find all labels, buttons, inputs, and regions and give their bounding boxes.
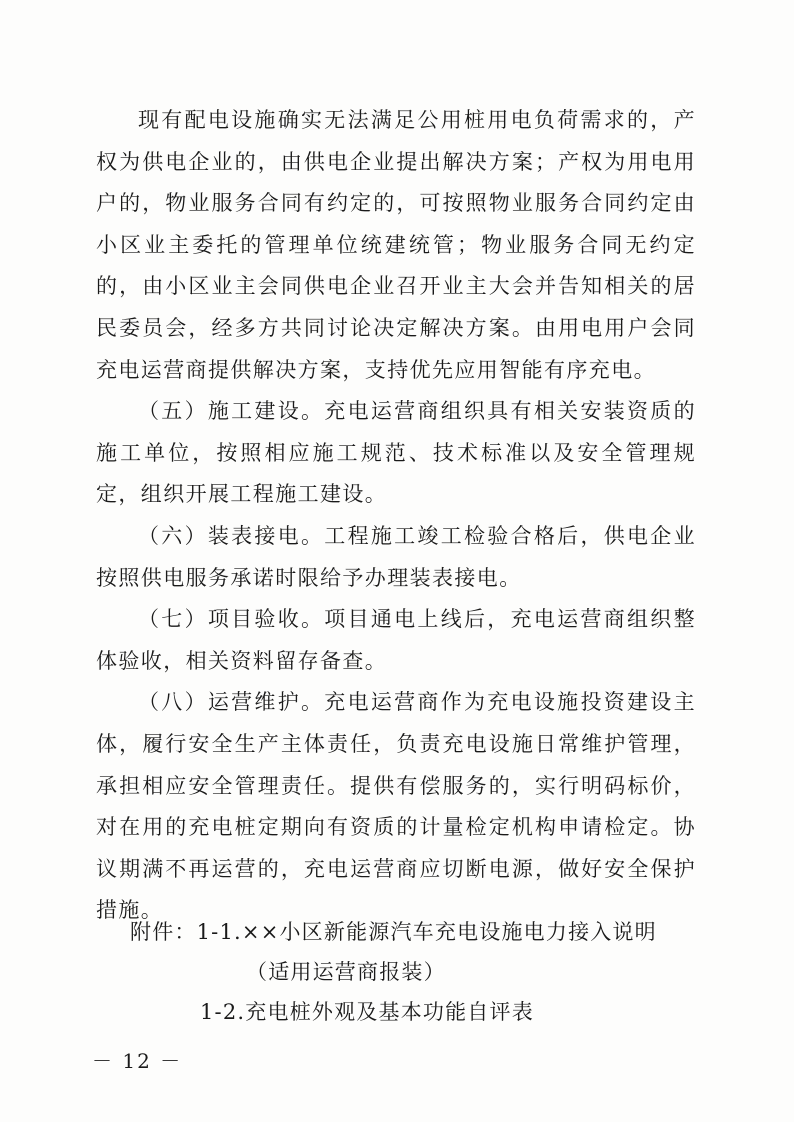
- paragraph-project-acceptance: （七）项目验收。项目通电上线后，充电运营商组织整体验收，相关资料留存备查。: [96, 607, 696, 673]
- attachment-line-1-continued: （适用运营商报装）: [246, 960, 446, 984]
- paragraph-construction: （五）施工建设。充电运营商组织具有相关安装资质的施工单位，按照相应施工规范、技术标准以及安全管理规定，组织开展工程施工建设。: [96, 399, 696, 507]
- paragraph-meter-installation: （六）装表接电。工程施工竣工检验合格后，供电企业按照供电服务承诺时限给予办理装表接电。: [96, 523, 696, 590]
- page-number: － 12 －: [92, 1049, 183, 1073]
- attachment-line-2: 1-2.充电桩外观及基本功能自评表: [200, 1000, 534, 1024]
- paragraph-operation-maintenance: （八）运营维护。充电运营商作为充电设施投资建设主体，履行安全生产主体责任，负责充电设施日常维护管理，承担相应安全管理责任。提供有偿服务的，实行明码标价，对在用的充电桩定期向有资质的计量检定机构申请检定。协议期满不再运营的，充电运营商应切断电源，做好安全保护措施。: [96, 690, 696, 923]
- body-text: [96, 100, 696, 932]
- paragraph-power-supply-solution: 现有配电设施确实无法满足公用桩用电负荷需求的，产权为供电企业的，由供电企业提出解决方案；产权为用电用户的，物业服务合同有约定的，可按照物业服务合同约定由小区业主委托的管理单位统建统管；物业服务合同无约定的，由小区业主会同供电企业召开业主大会并告知相关的居民委员会，经多方共同讨论决定解决方案。由用电用户会同充电运营商提供解决方案，支持优先应用智能有序充电。: [96, 108, 696, 382]
- attachment-line-1: 附件：1-1.××小区新能源汽车充电设施电力接入说明: [130, 920, 657, 944]
